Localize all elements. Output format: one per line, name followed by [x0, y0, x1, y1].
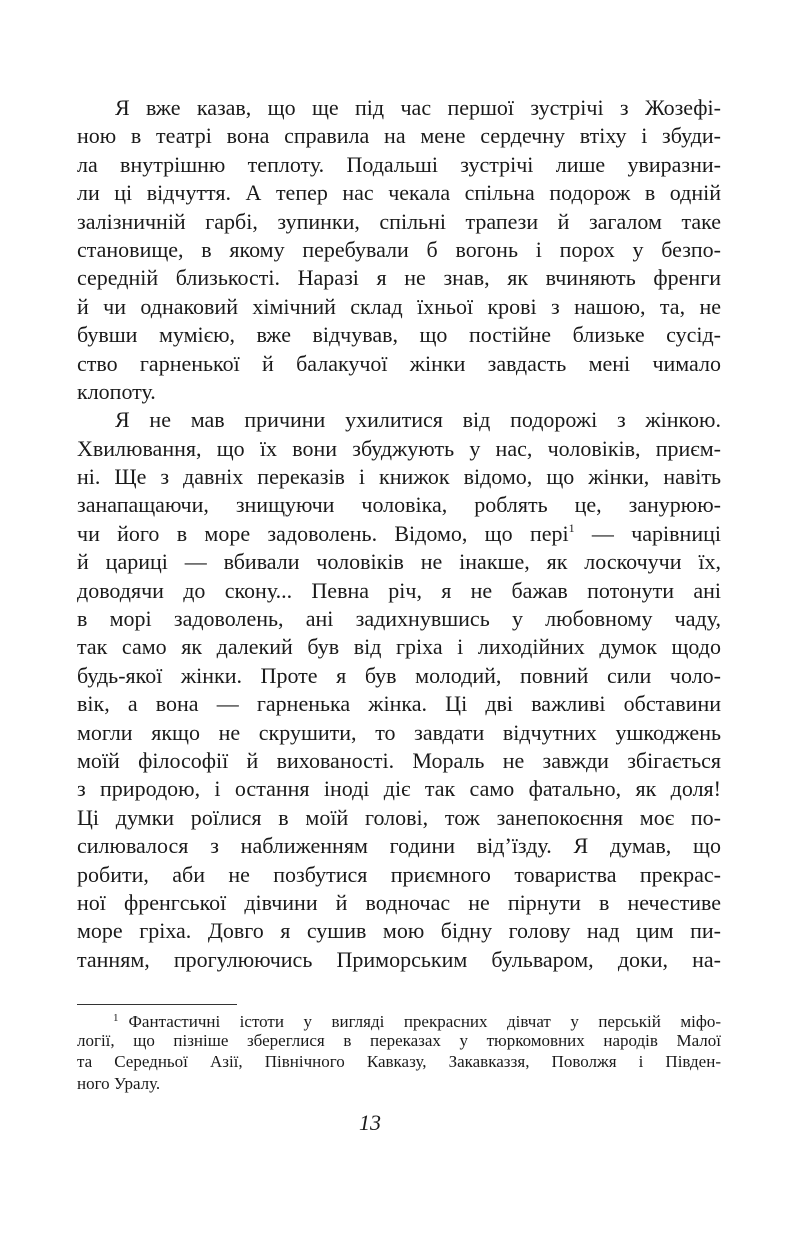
footnote-mark: 1	[113, 1012, 119, 1024]
footnote-line-2: логії, що пізніше збереглися в переказах у тюркомовних народів Малої	[77, 1030, 721, 1050]
footnote	[77, 1008, 721, 1094]
text-line-17: й цариці — вбивали чоловіків не інакше, як лоскочучи їх,	[77, 549, 721, 575]
text-line-28: робити, аби не позбутися приємного товариства прекрас-	[77, 861, 721, 887]
text-line-30: море гріха. Довго я сушив мою бідну голову над цим пи-	[77, 918, 721, 944]
text-line-7: середній близькості. Наразі я не знав, як вчиняють френги	[77, 265, 721, 291]
text-line-13: Хвилювання, що їх вони збуджують у нас, чоловіків, приєм-	[77, 435, 721, 461]
footnote-reference[interactable]: 1	[568, 520, 575, 535]
text-line-16	[77, 520, 721, 548]
text-line-4: ли ці відчуття. А тепер нас чекала спільна подорож в одній	[77, 180, 721, 206]
text-line-10: ство гарненької й балакучої жінки завдасть мені чимало	[77, 350, 721, 376]
text-line-21: будь-якої жінки. Проте я був молодий, повний сили чоло-	[77, 662, 721, 688]
footnote-divider	[77, 1004, 237, 1005]
text-line-26: Ці думки роїлися в моїй голові, тож занепокоєння моє по-	[77, 804, 721, 830]
text-line-8: й чи однаковий хімічний склад їхньої крові з нашою, та, не	[77, 293, 721, 319]
body-text	[77, 94, 721, 974]
footnote-line-4: ного Уралу.	[77, 1073, 161, 1093]
footnote-line-1	[77, 1008, 721, 1030]
text-line-18: доводячи до скону... Певна річ, я не бажав потонути ані	[77, 577, 721, 603]
text-line-9: бувши мумією, вже відчував, що постійне близьке сусід-	[77, 322, 721, 348]
text-line-22: вік, а вона — гарненька жінка. Ці дві важливі обставини	[77, 691, 721, 717]
text-line-1: Я вже казав, що ще під час першої зустрічі з Жозефі-	[115, 95, 721, 120]
text-line-20: так само як далекий був від гріха і лиходійних думок щодо	[77, 634, 721, 660]
text-line-16-end: — чарівниці	[574, 520, 721, 546]
text-line-6: становище, в якому перебували б вогонь і порох у безпо-	[77, 236, 721, 262]
text-line-27: силювалося з наближенням години від’їзду. Я думав, що	[77, 833, 721, 859]
footnote-line-3: та Середньої Азії, Північного Кавказу, Закавказзя, Поволжя і Півден-	[77, 1052, 721, 1071]
text-line-12: Я не мав причини ухилитися від подорожі з жінкою.	[115, 407, 721, 433]
text-line-14: ні. Ще з давніх переказів і книжок відомо, що жінки, навіть	[77, 464, 721, 490]
text-line-2: ною в театрі вона справила на мене сердечну втіху і збуди-	[77, 123, 721, 149]
footnote-line-1-text: Фантастичні істоти у вигляді прекрасних дівчат у перській міфо-	[128, 1012, 721, 1031]
text-line-19: в морі задоволень, ані задихнувшись у любовному чаду,	[77, 606, 721, 632]
text-line-29: ної френгської дівчини й водночас не пірнути в нечестиве	[77, 889, 721, 915]
text-line-3: ла внутрішню теплоту. Подальші зустрічі лише увиразни-	[77, 151, 721, 177]
text-line-15: занапащаючи, знищуючи чоловіка, роблять це, занурюю-	[77, 492, 721, 518]
page-number: 13	[359, 1110, 381, 1135]
text-line-31: танням, прогулюючись Приморським бульваром, доки, на-	[77, 946, 721, 972]
text-line-11: клопоту.	[77, 378, 156, 404]
text-line-25: з природою, і остання іноді діє так само фатально, як доля!	[77, 776, 721, 802]
text-line-23: могли якщо не скрушити, то завдати відчутних ушкоджень	[77, 719, 721, 745]
text-line-24: моїй філософії й вихованості. Мораль не завжди збігається	[77, 747, 721, 773]
text-line-16-start: чи його в море задоволень. Відомо, що пері	[77, 520, 569, 546]
text-line-5: залізничній гарбі, зупинки, спільні трапези й загалом таке	[77, 208, 721, 234]
